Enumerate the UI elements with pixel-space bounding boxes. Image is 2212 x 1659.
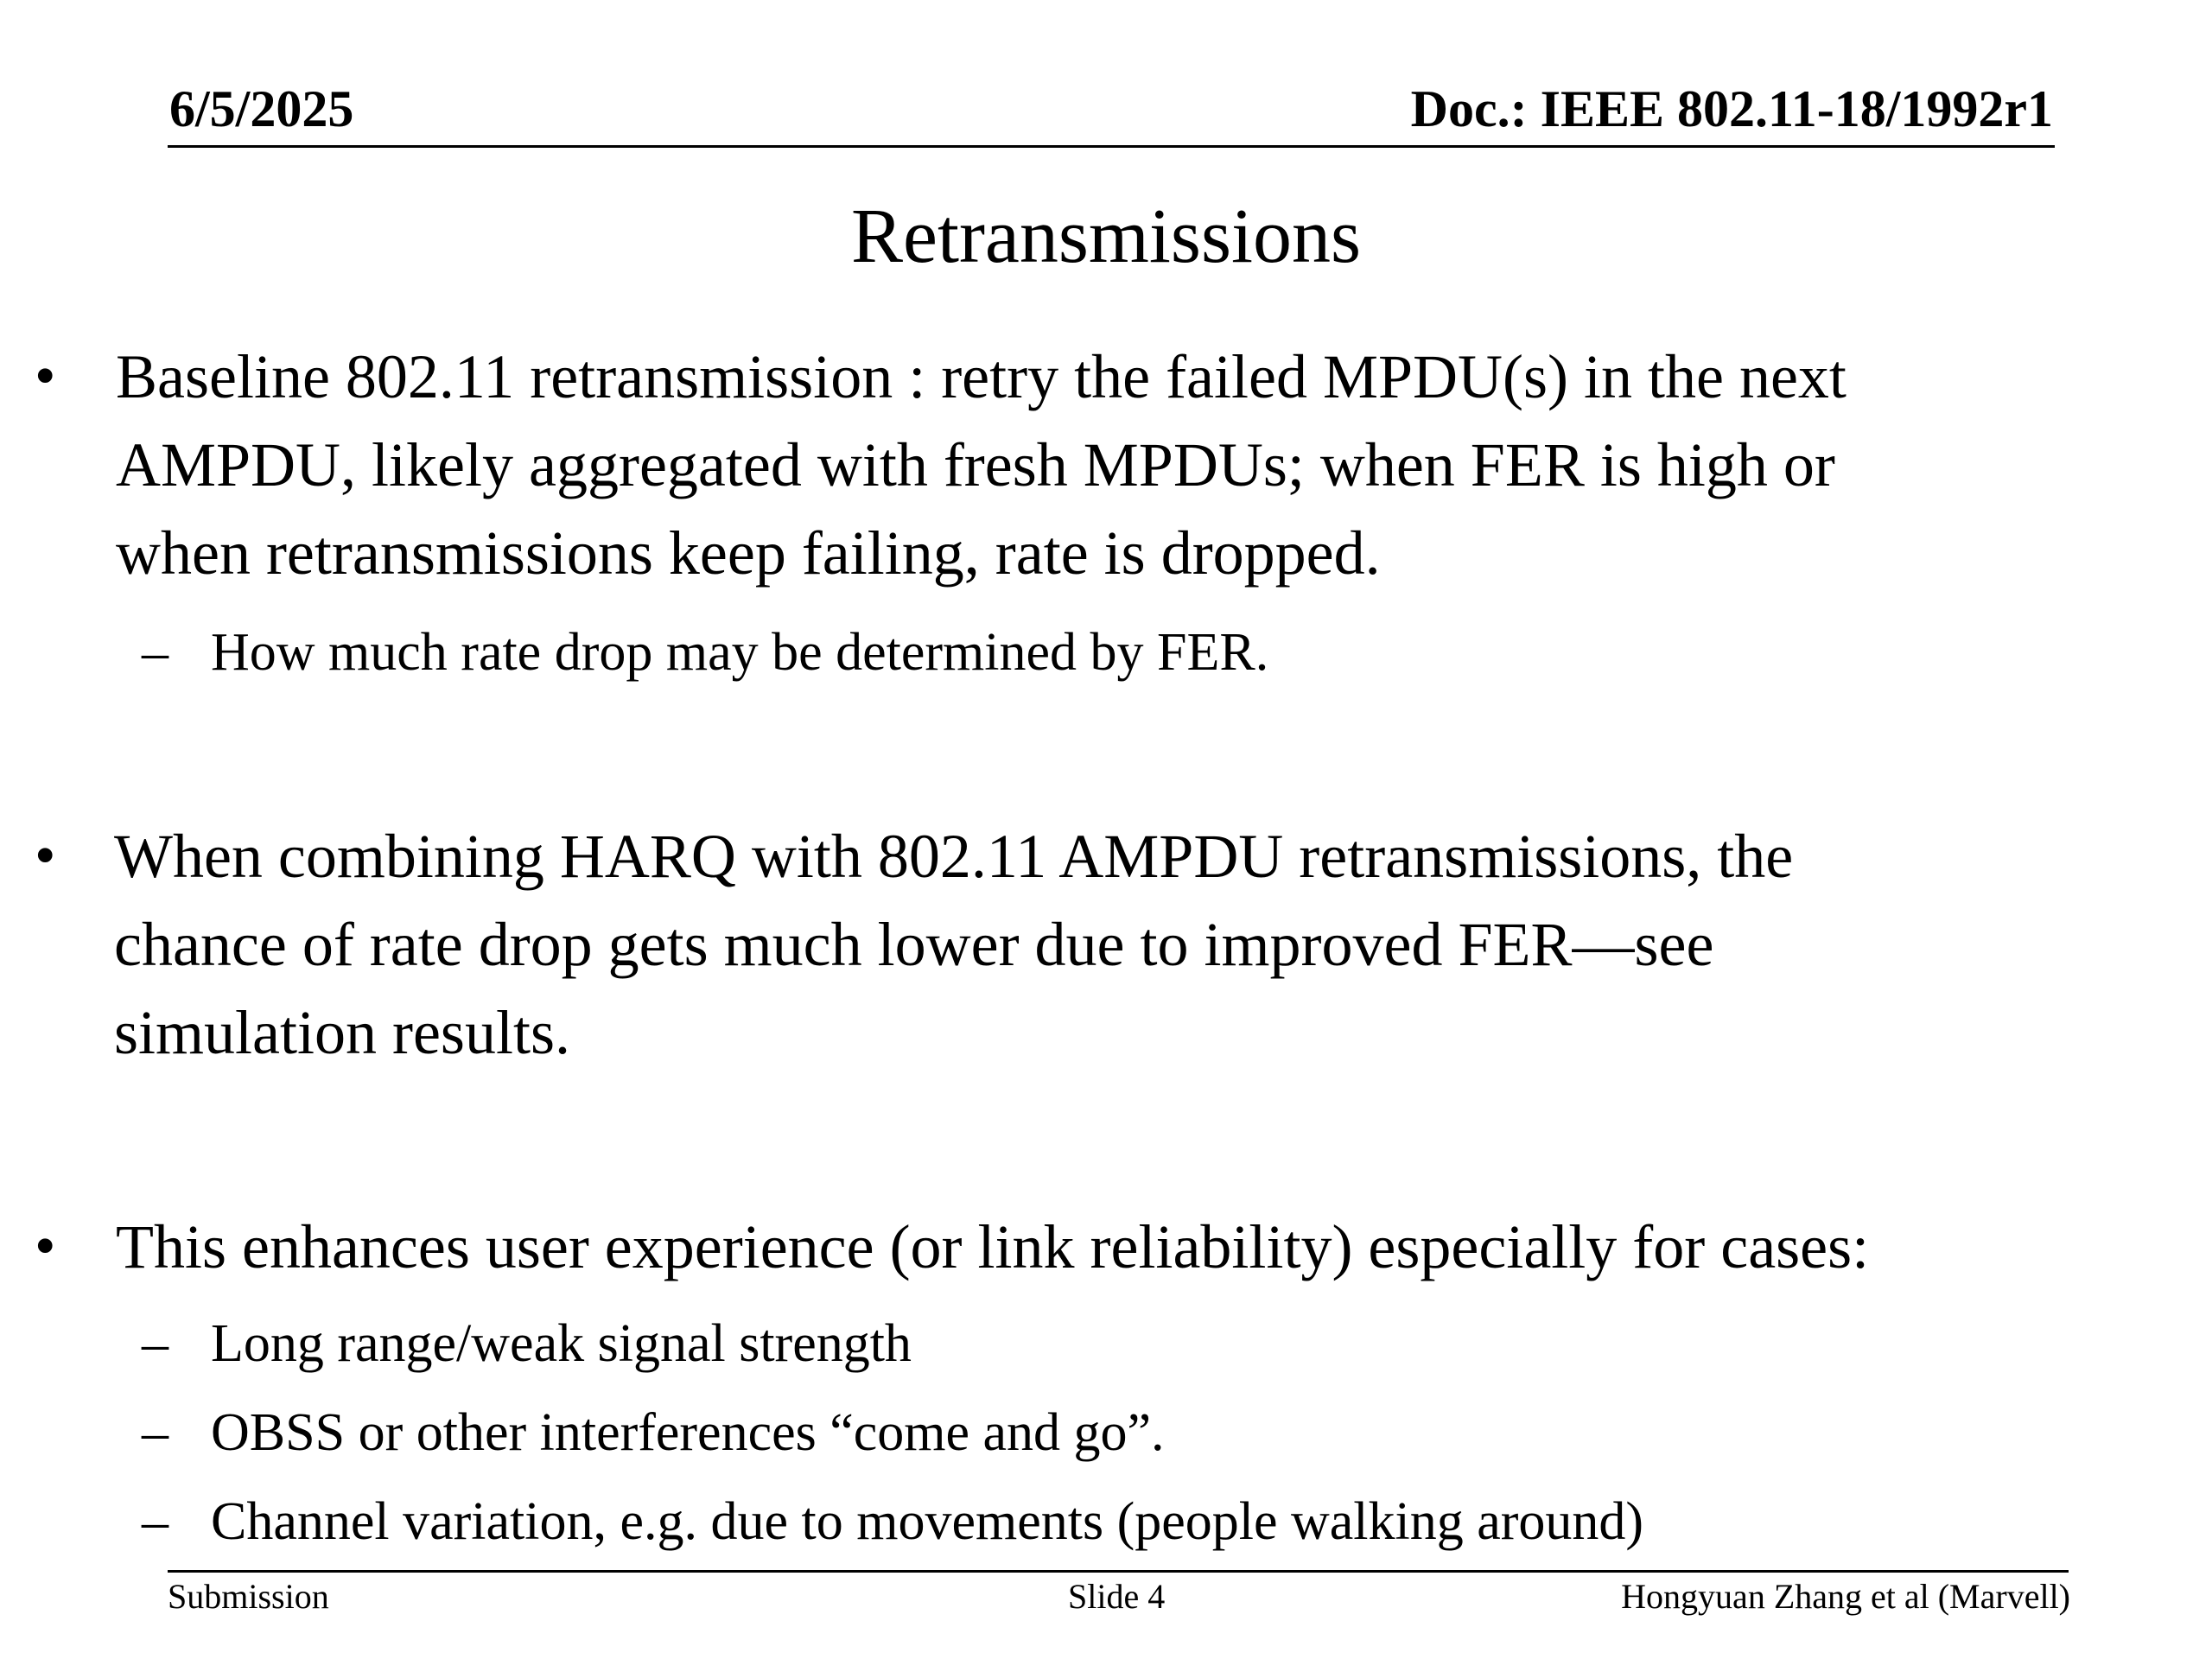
bullet-line: This enhances user experience (or link reliability) especially for cases: [116,1212,1870,1281]
bullet-line: when retransmissions keep failing, rate is dropped. [116,518,1381,588]
bullet-line: Baseline 802.11 retransmission : retry the failed MPDU(s) in the next [116,342,1847,411]
bullet-text [116,333,2207,597]
sub-bullet-text: How much rate drop may be determined by FER. [211,623,1269,682]
bullet-line: chance of rate drop gets much lower due to improved FER—see [114,910,1714,979]
footer-divider [168,1570,2069,1573]
bullet-text [114,812,2205,1077]
bullet-line: AMPDU, likely aggregated with fresh MPDUs; when FER is high or [116,430,1835,499]
sub-bullet-marker: – [142,1314,168,1373]
footer-author: Hongyuan Zhang et al (Marvell) [1621,1577,2070,1616]
header-doc-id: Doc.: IEEE 802.11-18/1992r1 [1410,80,2053,137]
footer-submission: Submission [168,1577,329,1616]
bullet-marker: • [35,823,56,889]
bullet-line: simulation results. [114,998,570,1067]
sub-bullet-text: Channel variation, e.g. due to movements (people walking around) [211,1492,1644,1551]
sub-bullet-marker: – [142,623,168,682]
bullet-marker: • [35,343,56,410]
bullet-text [116,1203,2207,1291]
sub-bullet-text: OBSS or other interferences “come and go”. [211,1403,1165,1462]
slide-title: Retransmissions [850,194,1361,279]
sub-bullet-marker: – [142,1492,168,1551]
sub-bullet-text: Long range/weak signal strength [211,1314,912,1373]
bullet-marker: • [35,1213,56,1280]
bullet-line: When combining HARQ with 802.11 AMPDU retransmissions, the [114,822,1794,891]
sub-bullet-marker: – [142,1403,168,1462]
header-divider [168,145,2055,148]
header-date: 6/5/2025 [169,80,354,137]
footer-slide-number: Slide 4 [1068,1577,1166,1616]
